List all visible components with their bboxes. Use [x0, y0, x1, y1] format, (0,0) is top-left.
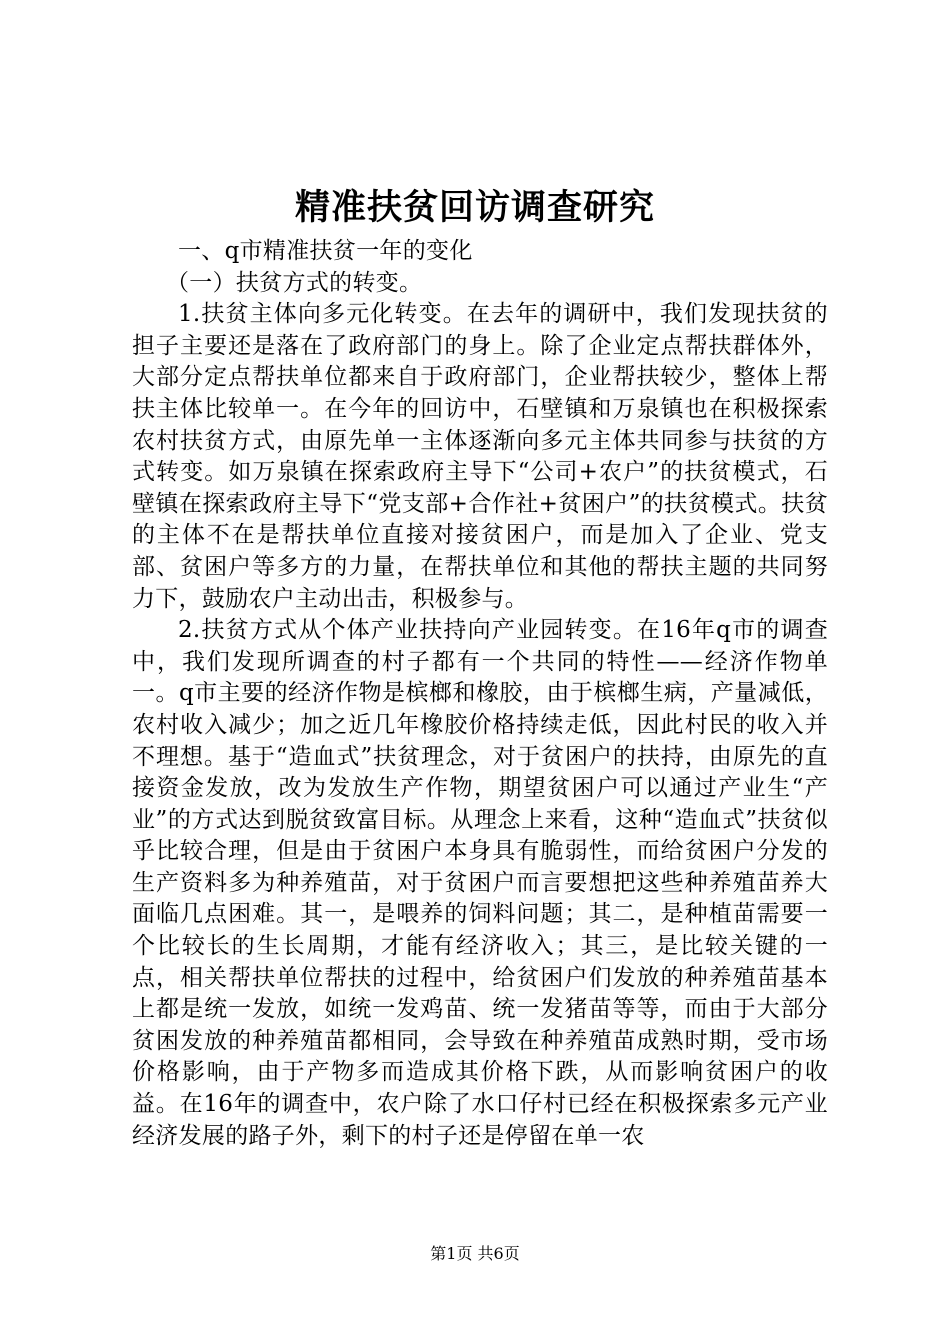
- section-heading: 一、q市精准扶贫一年的变化: [178, 238, 473, 264]
- subsection-heading: （一）扶贫方式的转变。: [166, 269, 423, 296]
- document-title: 精准扶贫回访调查研究: [294, 187, 655, 228]
- paragraph-1: 1.扶贫主体向多元化转变。在去年的调研中，我们发现扶贫的担子主要还是落在了政府部门的身上。除了企业定点帮扶群体外，大部分定点帮扶单位都来自于政府部门，企业帮扶较少，整体上帮扶主体比较单一。在今年的回访中，石壁镇和万泉镇也在积极探索农村扶贫方式，由原先单一主体逐渐向多元主体共同参与扶贫的方式转变。如万泉镇在探索政府主导下“公司+农户”的扶贫模式，石壁镇在探索政府主导下“党支部+合作社+贫困户”的扶贫模式。扶贫的主体不在是帮扶单位直接对接贫困户，而是加入了企业、党支部、贫困户等多方的力量，在帮扶单位和其他的帮扶主题的共同努力下，鼓励农户主动出击，积极参与。: [132, 301, 828, 612]
- paragraph-2: 2.扶贫方式从个体产业扶持向产业园转变。在16年q市的调查中，我们发现所调查的村子都有一个共同的特性——经济作物单一。q市主要的经济作物是槟榔和橡胶，由于槟榔生病，产量减低，农村收入减少；加之近几年橡胶价格持续走低，因此村民的收入并不理想。基于“造血式”扶贫理念，对于贫困户的扶持，由原先的直接资金发放，改为发放生产作物，期望贫困户可以通过产业生“产业”的方式达到脱贫致富目标。从理念上来看，这种“造血式”扶贫似乎比较合理，但是由于贫困户本身具有脆弱性，而给贫困户分发的生产资料多为种养殖苗，对于贫困户而言要想把这些种养殖苗养大面临几点困难。其一，是喂养的饲料问题；其二，是种植苗需要一个比较长的生长周期，才能有经济收入；其三，是比较关键的一点，相关帮扶单位帮扶的过程中，给贫困户们发放的种养殖苗基本上都是统一发放，如统一发鸡苗、统一发猪苗等等，而由于大部分贫困发放的种养殖苗都相同，会导致在种养殖苗成熟时期，受市场价格影响，由于产物多而造成其价格下跌，从而影响贫困户的收益。在16年的调查中，农户除了水口仔村已经在积极探索多元产业经济发展的路子外，剩下的村子还是停留在单一农: [132, 617, 828, 1149]
- document-body: [132, 236, 828, 1152]
- page-number-footer: 第1页 共6页: [430, 1244, 520, 1263]
